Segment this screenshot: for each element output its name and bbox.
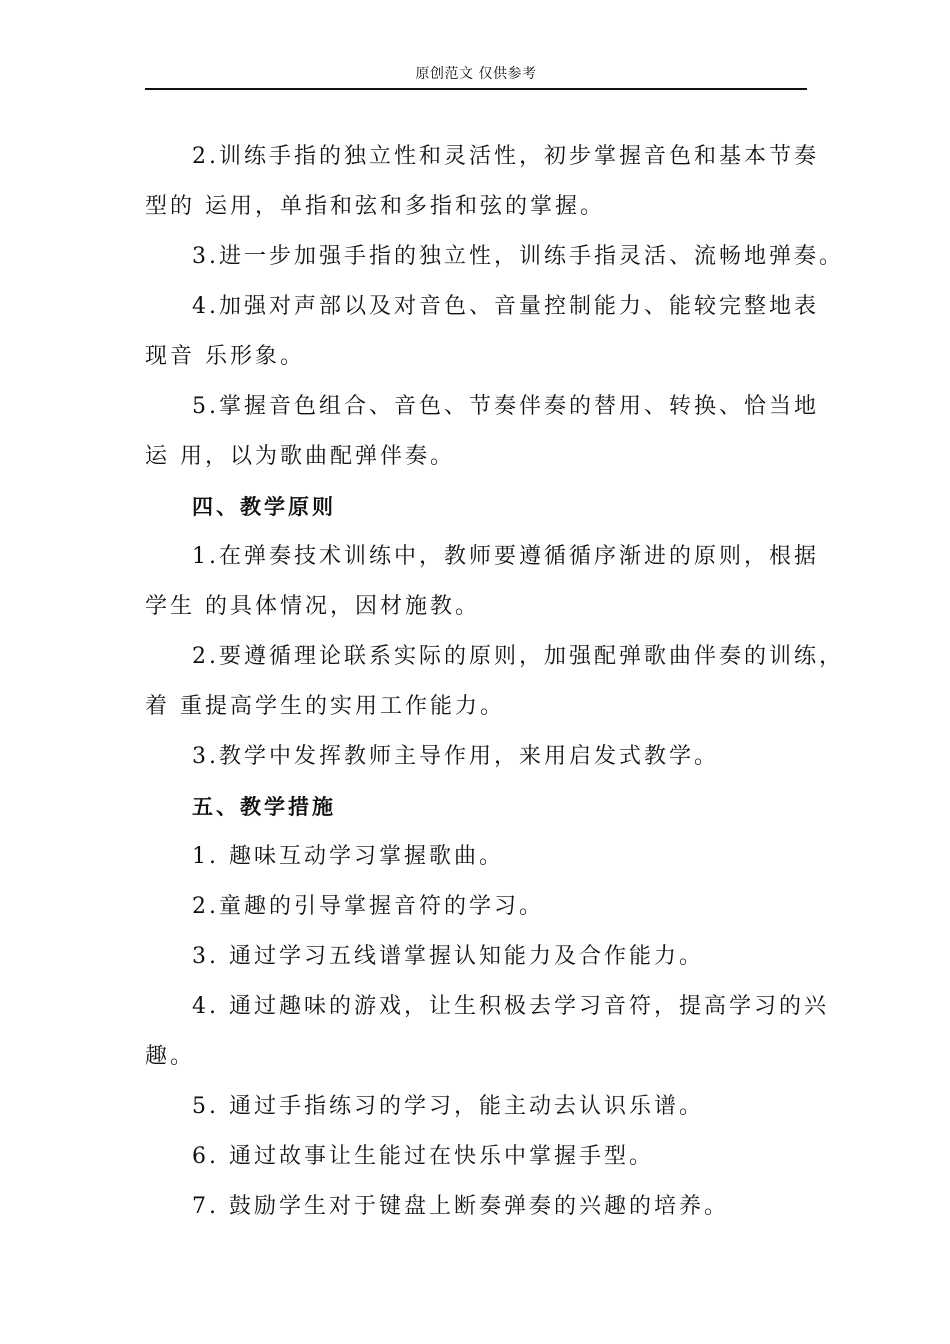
paragraph-line: 4. 通过趣味的游戏，让生积极去学习音符，提高学习的兴 — [192, 994, 829, 1019]
paragraph-line: 6. 通过故事让生能过在快乐中掌握手型。 — [192, 1144, 654, 1169]
paragraph-line: 2.要遵循理论联系实际的原则，加强配弹歌曲伴奏的训练， — [192, 644, 844, 669]
paragraph-line: 着 重提高学生的实用工作能力。 — [145, 694, 505, 719]
document-body — [145, 132, 844, 1232]
paragraph-line: 运 用，以为歌曲配弹伴奏。 — [145, 444, 455, 469]
paragraph-line: 2.训练手指的独立性和灵活性，初步掌握音色和基本节奏 — [192, 144, 819, 169]
section-heading: 五、教学措施 — [192, 795, 336, 819]
paragraph-line: 5.掌握音色组合、音色、节奏伴奏的替用、转换、恰当地 — [192, 394, 819, 419]
section-heading: 四、教学原则 — [192, 495, 336, 519]
paragraph-line: 3. 通过学习五线谱掌握认知能力及合作能力。 — [192, 944, 704, 969]
paragraph-line: 型的 运用，单指和弦和多指和弦的掌握。 — [145, 194, 605, 219]
paragraph-line: 1.在弹奏技术训练中，教师要遵循循序渐进的原则，根据 — [192, 544, 819, 569]
paragraph-line: 4.加强对声部以及对音色、音量控制能力、能较完整地表 — [192, 294, 819, 319]
paragraph-line: 3.进一步加强手指的独立性，训练手指灵活、流畅地弹奏。 — [192, 244, 844, 269]
paragraph-line: 现音 乐形象。 — [145, 344, 305, 369]
paragraph-line: 学生 的具体情况，因材施教。 — [145, 594, 480, 619]
paragraph-line: 5. 通过手指练习的学习，能主动去认识乐谱。 — [192, 1094, 704, 1119]
paragraph-line: 7. 鼓励学生对于键盘上断奏弹奏的兴趣的培养。 — [192, 1194, 729, 1219]
paragraph-line: 2.童趣的引导掌握音符的学习。 — [192, 894, 544, 919]
page-header: 原创范文 仅供参考 — [145, 64, 807, 90]
paragraph-line: 趣。 — [145, 1044, 196, 1069]
paragraph-line: 3.教学中发挥教师主导作用，来用启发式教学。 — [192, 744, 719, 769]
paragraph-line: 1. 趣味互动学习掌握歌曲。 — [192, 844, 504, 869]
